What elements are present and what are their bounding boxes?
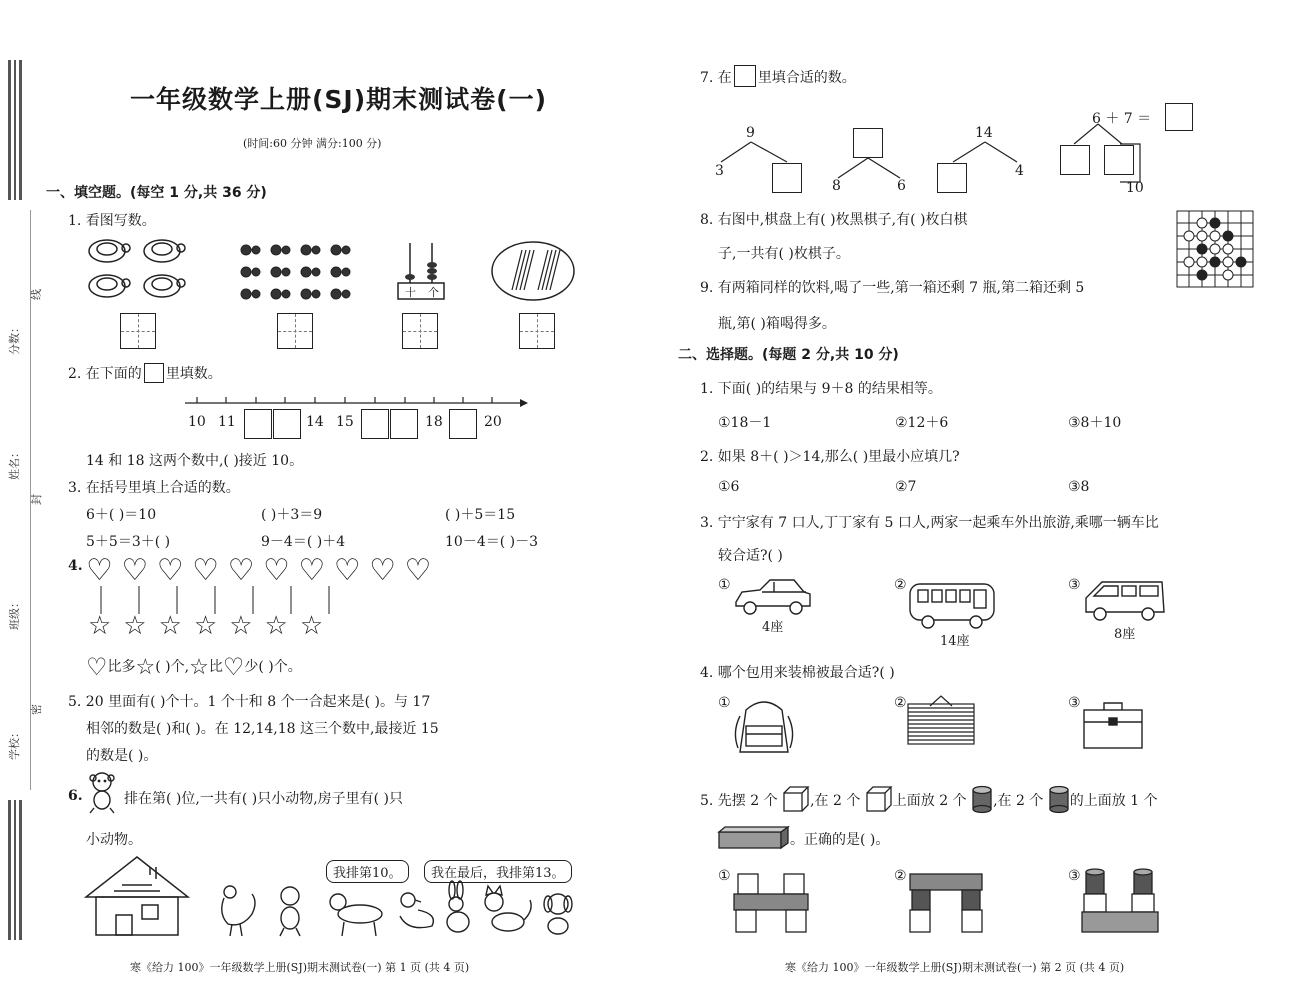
margin-bar [8, 60, 11, 200]
question-9-line-1: 9. 有两箱同样的饮料,喝了一些,第一箱还剩 7 瓶,第二箱还剩 5 [700, 280, 1085, 296]
margin-bar [14, 800, 16, 940]
question-2 [68, 363, 222, 383]
choice-q5-opt-3[interactable]: ③ [1068, 868, 1081, 884]
seats-car: 4座 [762, 620, 784, 635]
c5-text-c: 上面放 2 个 [892, 793, 967, 809]
tree4-equation: 6 ＋ 7 ＝ [1092, 111, 1152, 127]
choice-q5-line-2 [718, 826, 889, 850]
choice-q1-opt-3[interactable]: ③8＋10 [1068, 415, 1122, 431]
tree3-right: 4 [1015, 163, 1024, 179]
c5-text-d: ,在 2 个 [993, 793, 1044, 809]
answer-box-sticks[interactable] [519, 313, 555, 349]
question-8-line-1: 8. 右图中,棋盘上有( )枚黑棋子,有( )枚白棋 [700, 212, 968, 228]
nl-label-14: 14 [306, 414, 324, 430]
nl-label-18: 18 [425, 414, 443, 430]
question-4: 4. [68, 558, 83, 574]
briefcase-icon [1082, 700, 1146, 750]
stack-option-1-icon [732, 868, 812, 936]
q3-eq-2: ( )＋3＝9 [261, 507, 323, 523]
tree4-bottom: 10 [1126, 180, 1144, 196]
q3-eq-4: 5＋5＝3＋( ) [86, 534, 171, 550]
choice-q4-opt-3[interactable]: ③ [1068, 695, 1081, 711]
q4-text-c: 比 [208, 659, 223, 675]
question-6-text: 排在第( )位,一共有( )只小动物,房子里有( )只 [124, 791, 404, 807]
margin-bar [14, 60, 16, 200]
nl-answer-box[interactable] [449, 409, 477, 439]
nl-label-11: 11 [218, 414, 236, 430]
page-title: 一年级数学上册(SJ)期末测试卷(一) [130, 85, 548, 114]
q3-eq-5: 9－4＝( )＋4 [261, 534, 346, 550]
section-fill-blanks: 一、填空题。(每空 1 分,共 36 分) [46, 185, 267, 201]
backpack-icon [732, 696, 798, 758]
go-board-icon [1176, 210, 1254, 288]
name-label: 姓名： [8, 447, 21, 480]
bus-icon [906, 580, 998, 630]
choice-q1: 1. 下面( )的结果与 9＋8 的结果相等。 [700, 381, 942, 397]
question-5-line-2: 相邻的数是( )和( )。在 12,14,18 这三个数中,最接近 15 [86, 721, 439, 737]
tree1-top: 9 [746, 125, 755, 141]
school-label: 学校： [8, 727, 21, 760]
q4-text-b: ( )个, [155, 659, 190, 675]
exam-subtitle: (时间:60 分钟 满分:100 分) [243, 137, 382, 150]
q7-text-a: 7. 在 [700, 70, 732, 86]
c5-text-b: ,在 2 个 [810, 793, 861, 809]
choice-q3-opt-2[interactable]: ② [894, 577, 907, 593]
hearts-row-icon: ♡♡♡♡♡♡♡♡♡♡ [86, 553, 440, 588]
nl-answer-box[interactable] [273, 409, 301, 439]
tree1-left: 3 [715, 163, 724, 179]
margin-bar [8, 800, 11, 940]
abacus-tens-label: 十 [405, 286, 416, 299]
star-icon: ☆ [189, 655, 209, 680]
c5-text-e: 的上面放 1 个 [1069, 793, 1158, 809]
tree4-right-box[interactable] [1104, 145, 1134, 175]
house-icon [84, 855, 190, 937]
speech-bubble-13: 我在最后，我排第13。 [424, 860, 572, 883]
tree3-top: 14 [975, 125, 993, 141]
q3-eq-3: ( )＋5＝15 [445, 507, 516, 523]
tree2-answer-box[interactable] [853, 128, 883, 158]
inline-box-icon [734, 65, 756, 87]
stack-option-2-icon [906, 868, 986, 936]
inline-box-icon [144, 363, 164, 383]
question-5-line-3: 的数是( )。 [86, 748, 158, 764]
seats-van: 8座 [1114, 627, 1136, 642]
sealed-label: 密 [30, 704, 43, 715]
question-5-line-1: 5. 20 里面有( )个十。1 个十和 8 个一合起来是( )。与 17 [68, 694, 431, 710]
number-line [180, 395, 530, 411]
cylinder-icon [971, 785, 993, 813]
heart-icon: ♡ [222, 653, 245, 681]
class-label: 班级： [8, 597, 21, 630]
tree2-branches [830, 158, 920, 184]
question-1: 1. 看图写数。 [68, 213, 156, 229]
q2-text-b: 里填数。 [165, 366, 222, 382]
question-8-line-2: 子,一共有( )枚棋子。 [718, 246, 850, 262]
tree3-answer-box[interactable] [937, 163, 967, 193]
cube-icon [782, 785, 810, 813]
van-icon [1082, 578, 1168, 622]
tree4-left-box[interactable] [1060, 145, 1090, 175]
q3-eq-1: 6＋( )＝10 [86, 507, 157, 523]
question-7 [700, 65, 856, 87]
answer-box-abacus[interactable] [402, 313, 438, 349]
stars-row-icon: ☆☆☆☆☆☆☆ [88, 611, 336, 641]
seal-label: 封 [30, 494, 43, 505]
q3-eq-6: 10－4＝( )－3 [445, 534, 539, 550]
question-6-text-2: 小动物。 [86, 832, 142, 848]
nl-label-15: 15 [336, 414, 354, 430]
choice-q5-opt-2[interactable]: ② [894, 868, 907, 884]
choice-q1-opt-1[interactable]: ①18－1 [718, 415, 772, 431]
car-icon [732, 578, 812, 616]
choice-q3-opt-1[interactable]: ① [718, 577, 731, 593]
nl-answer-box[interactable] [244, 409, 272, 439]
cube-icon [865, 785, 893, 813]
question-3: 3. 在括号里填上合适的数。 [68, 480, 240, 496]
nl-label-20: 20 [484, 414, 502, 430]
tree2-left: 8 [832, 178, 841, 194]
nl-answer-box[interactable] [390, 409, 418, 439]
c5-text-f: 。正确的是( )。 [790, 832, 890, 848]
animals-row-icon [212, 880, 592, 940]
c5-text-a: 5. 先摆 2 个 [700, 793, 778, 809]
choice-q5-line-1 [700, 785, 1158, 813]
choice-q2-opt-2[interactable]: ②7 [895, 479, 917, 495]
answer-box-turtles[interactable] [120, 313, 156, 349]
answer-box-ants[interactable] [277, 313, 313, 349]
cuboid-icon [718, 826, 790, 850]
q2-closer-text: 14 和 18 这两个数中,( )接近 10。 [86, 453, 304, 469]
choice-q4: 4. 哪个包用来装棉被最合适?( ) [700, 665, 895, 681]
choice-q3-line-1: 3. 宁宁家有 7 口人,丁丁家有 5 口人,两家一起乘车外出旅游,乘哪一辆车比 [700, 515, 1159, 531]
monkey-icon [82, 770, 122, 814]
q7-text-b: 里填合适的数。 [757, 70, 856, 86]
nl-label-10: 10 [188, 414, 206, 430]
q2-text-a: 2. 在下面的 [68, 366, 142, 382]
margin-bar [19, 800, 22, 940]
score-label: 分数： [8, 322, 21, 355]
ants-icon [236, 236, 356, 306]
stack-option-3-icon [1080, 864, 1162, 936]
section-multiple-choice: 二、选择题。(每题 2 分,共 10 分) [678, 347, 899, 363]
choice-q2-opt-1[interactable]: ①6 [718, 479, 740, 495]
large-bag-icon [906, 694, 976, 746]
choice-q2: 2. 如果 8＋( )＞14,那么( )里最小应填几? [700, 449, 960, 465]
q4-text-d: 少( )个。 [244, 659, 302, 675]
choice-q4-opt-1[interactable]: ① [718, 695, 731, 711]
seats-bus: 14座 [940, 634, 970, 649]
margin-bar [19, 60, 22, 200]
star-icon: ☆ [135, 655, 156, 680]
tree4-sum-box[interactable] [1165, 103, 1193, 131]
footer-page-1: 寒《给力 100》一年级数学上册(SJ)期末测试卷(一) 第 1 页 (共 4 页) [130, 961, 470, 974]
cylinder-icon [1048, 785, 1070, 813]
q4-compare-text [86, 652, 302, 682]
choice-q4-opt-2[interactable]: ② [894, 695, 907, 711]
question-6: 6. [68, 788, 83, 804]
tree1-branches [715, 140, 815, 170]
speech-bubble-10: 我排第10。 [326, 860, 409, 883]
choice-q3-line-2: 较合适?( ) [718, 548, 783, 564]
tree2-right: 6 [897, 178, 906, 194]
sticks-bundle-icon [490, 240, 576, 302]
choice-q3-opt-3[interactable]: ③ [1068, 577, 1081, 593]
choice-q1-opt-2[interactable]: ②12＋6 [895, 415, 949, 431]
heart-icon: ♡ [86, 653, 108, 681]
line-label: 线 [30, 289, 43, 300]
nl-answer-box[interactable] [361, 409, 389, 439]
footer-page-2: 寒《给力 100》一年级数学上册(SJ)期末测试卷(一) 第 2 页 (共 4 页) [785, 961, 1125, 974]
turtles-icon [82, 236, 192, 306]
choice-q5-opt-1[interactable]: ① [718, 868, 731, 884]
question-9-line-2: 瓶,第( )箱喝得多。 [718, 316, 836, 332]
q4-text-a: 比多 [107, 659, 136, 675]
abacus-ones-label: 个 [428, 286, 439, 299]
choice-q2-opt-3[interactable]: ③8 [1068, 479, 1090, 495]
